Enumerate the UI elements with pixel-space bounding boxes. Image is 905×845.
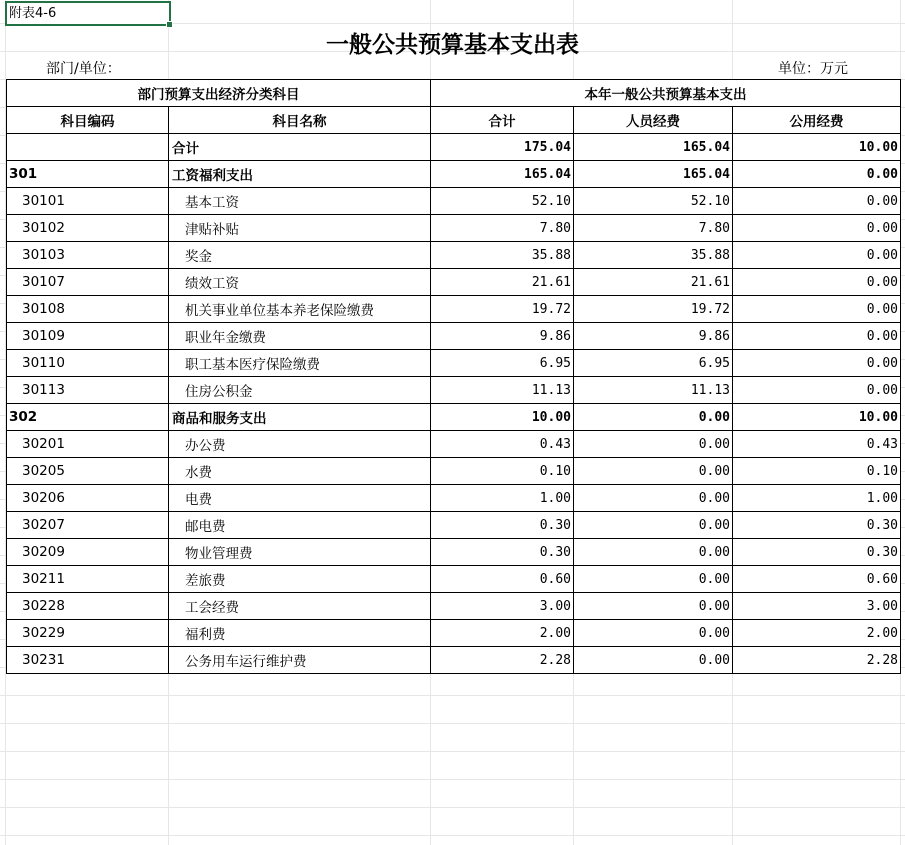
cell-name[interactable]: 商品和服务支出 bbox=[169, 404, 431, 431]
cell-public[interactable]: 0.00 bbox=[733, 377, 901, 404]
cell-personnel[interactable]: 0.00 bbox=[574, 647, 733, 674]
cell-personnel[interactable]: 52.10 bbox=[574, 188, 733, 215]
cell-total[interactable]: 0.10 bbox=[431, 458, 574, 485]
header-name[interactable]: 科目名称 bbox=[169, 107, 431, 134]
table-row bbox=[7, 188, 901, 215]
cell-name[interactable]: 邮电费 bbox=[169, 512, 431, 539]
header-total[interactable]: 合计 bbox=[431, 107, 574, 134]
cell-name[interactable]: 电费 bbox=[169, 485, 431, 512]
cell-name[interactable]: 奖金 bbox=[169, 242, 431, 269]
cell-personnel[interactable]: 6.95 bbox=[574, 350, 733, 377]
header-group-right[interactable]: 本年一般公共预算基本支出 bbox=[431, 80, 901, 107]
cell-code[interactable]: 30228 bbox=[7, 593, 169, 620]
cell-code[interactable] bbox=[7, 134, 169, 161]
cell-code[interactable]: 30102 bbox=[7, 215, 169, 242]
page-title: 一般公共预算基本支出表 bbox=[326, 31, 579, 58]
cell-code[interactable]: 30109 bbox=[7, 323, 169, 350]
gridline-h bbox=[0, 807, 905, 808]
cell-public[interactable]: 0.00 bbox=[733, 323, 901, 350]
cell-code[interactable]: 30107 bbox=[7, 269, 169, 296]
cell-total[interactable]: 165.04 bbox=[431, 161, 574, 188]
cell-public[interactable]: 0.00 bbox=[733, 296, 901, 323]
cell-code[interactable]: 30110 bbox=[7, 350, 169, 377]
cell-code[interactable]: 30205 bbox=[7, 458, 169, 485]
cell-total[interactable]: 0.30 bbox=[431, 512, 574, 539]
table-row bbox=[7, 377, 901, 404]
cell-name[interactable]: 水费 bbox=[169, 458, 431, 485]
table-row bbox=[7, 215, 901, 242]
cell-total[interactable]: 2.00 bbox=[431, 620, 574, 647]
cell-public[interactable]: 0.10 bbox=[733, 458, 901, 485]
cell-name[interactable]: 合计 bbox=[169, 134, 431, 161]
table-row bbox=[7, 620, 901, 647]
selected-cell[interactable] bbox=[5, 1, 171, 26]
cell-personnel[interactable]: 0.00 bbox=[574, 620, 733, 647]
cell-total[interactable]: 0.43 bbox=[431, 431, 574, 458]
cell-total[interactable]: 21.61 bbox=[431, 269, 574, 296]
cell-code[interactable]: 30209 bbox=[7, 539, 169, 566]
cell-name[interactable]: 工资福利支出 bbox=[169, 161, 431, 188]
cell-code[interactable]: 30229 bbox=[7, 620, 169, 647]
table-row bbox=[7, 323, 901, 350]
cell-personnel[interactable]: 0.00 bbox=[574, 485, 733, 512]
cell-code[interactable]: 30108 bbox=[7, 296, 169, 323]
cell-public[interactable]: 0.30 bbox=[733, 512, 901, 539]
table-row bbox=[7, 134, 901, 161]
cell-total[interactable]: 19.72 bbox=[431, 296, 574, 323]
cell-personnel[interactable]: 0.00 bbox=[574, 539, 733, 566]
unit-label: 单位：万元 bbox=[778, 61, 848, 77]
table-row bbox=[7, 431, 901, 458]
header-public[interactable]: 公用经费 bbox=[733, 107, 901, 134]
cell-name[interactable]: 绩效工资 bbox=[169, 269, 431, 296]
cell-public[interactable]: 3.00 bbox=[733, 593, 901, 620]
table-row bbox=[7, 350, 901, 377]
table-row bbox=[7, 485, 901, 512]
cell-public[interactable]: 10.00 bbox=[733, 134, 901, 161]
cell-personnel[interactable]: 165.04 bbox=[574, 134, 733, 161]
cell-name[interactable]: 津贴补贴 bbox=[169, 215, 431, 242]
table-row bbox=[7, 458, 901, 485]
cell-code[interactable]: 302 bbox=[7, 404, 169, 431]
cell-name[interactable]: 差旅费 bbox=[169, 566, 431, 593]
cell-public[interactable]: 0.43 bbox=[733, 431, 901, 458]
cell-code[interactable]: 30207 bbox=[7, 512, 169, 539]
cell-personnel[interactable]: 165.04 bbox=[574, 161, 733, 188]
cell-name[interactable]: 基本工资 bbox=[169, 188, 431, 215]
cell-name[interactable]: 公务用车运行维护费 bbox=[169, 647, 431, 674]
cell-code[interactable]: 30113 bbox=[7, 377, 169, 404]
cell-personnel[interactable]: 19.72 bbox=[574, 296, 733, 323]
cell-name[interactable]: 住房公积金 bbox=[169, 377, 431, 404]
cell-public[interactable]: 10.00 bbox=[733, 404, 901, 431]
cell-code[interactable]: 30101 bbox=[7, 188, 169, 215]
cell-code[interactable]: 301 bbox=[7, 161, 169, 188]
cell-total[interactable]: 3.00 bbox=[431, 593, 574, 620]
cell-code[interactable]: 30201 bbox=[7, 431, 169, 458]
cell-name[interactable]: 福利费 bbox=[169, 620, 431, 647]
dept-label: 部门/单位： bbox=[46, 61, 121, 77]
header-column-row bbox=[7, 107, 901, 134]
gridline-h bbox=[0, 695, 905, 696]
cell-total[interactable]: 7.80 bbox=[431, 215, 574, 242]
table-row bbox=[7, 539, 901, 566]
cell-code[interactable]: 30211 bbox=[7, 566, 169, 593]
cell-name[interactable]: 职工基本医疗保险缴费 bbox=[169, 350, 431, 377]
cell-personnel[interactable]: 0.00 bbox=[574, 512, 733, 539]
table-row bbox=[7, 512, 901, 539]
cell-personnel[interactable]: 0.00 bbox=[574, 431, 733, 458]
cell-public[interactable]: 0.00 bbox=[733, 242, 901, 269]
cell-public[interactable]: 0.00 bbox=[733, 350, 901, 377]
cell-total[interactable]: 52.10 bbox=[431, 188, 574, 215]
table-row bbox=[7, 566, 901, 593]
cell-personnel[interactable]: 35.88 bbox=[574, 242, 733, 269]
fill-handle[interactable] bbox=[166, 21, 173, 28]
cell-personnel[interactable]: 21.61 bbox=[574, 269, 733, 296]
header-group-left[interactable]: 部门预算支出经济分类科目 bbox=[7, 80, 431, 107]
cell-name[interactable]: 职业年金缴费 bbox=[169, 323, 431, 350]
cell-personnel[interactable]: 9.86 bbox=[574, 323, 733, 350]
cell-total[interactable]: 2.28 bbox=[431, 647, 574, 674]
cell-text: 附表4-6 bbox=[9, 6, 57, 21]
cell-personnel[interactable]: 0.00 bbox=[574, 404, 733, 431]
cell-name[interactable]: 机关事业单位基本养老保险缴费 bbox=[169, 296, 431, 323]
cell-personnel[interactable]: 0.00 bbox=[574, 593, 733, 620]
cell-code[interactable]: 30103 bbox=[7, 242, 169, 269]
table-row bbox=[7, 269, 901, 296]
cell-name[interactable]: 工会经费 bbox=[169, 593, 431, 620]
header-personnel[interactable]: 人员经费 bbox=[574, 107, 733, 134]
gridline-h bbox=[0, 835, 905, 836]
cell-total[interactable]: 175.04 bbox=[431, 134, 574, 161]
table-row bbox=[7, 647, 901, 674]
cell-code[interactable]: 30231 bbox=[7, 647, 169, 674]
table-row bbox=[7, 161, 901, 188]
cell-name[interactable]: 物业管理费 bbox=[169, 539, 431, 566]
cell-personnel[interactable]: 0.00 bbox=[574, 458, 733, 485]
cell-total[interactable]: 1.00 bbox=[431, 485, 574, 512]
budget-table bbox=[6, 79, 901, 674]
cell-personnel[interactable]: 11.13 bbox=[574, 377, 733, 404]
table-row bbox=[7, 296, 901, 323]
table-row bbox=[7, 242, 901, 269]
cell-total[interactable]: 11.13 bbox=[431, 377, 574, 404]
cell-total[interactable]: 35.88 bbox=[431, 242, 574, 269]
cell-public[interactable]: 1.00 bbox=[733, 485, 901, 512]
cell-total[interactable]: 0.30 bbox=[431, 539, 574, 566]
cell-public[interactable]: 0.00 bbox=[733, 188, 901, 215]
cell-total[interactable]: 10.00 bbox=[431, 404, 574, 431]
cell-personnel[interactable]: 7.80 bbox=[574, 215, 733, 242]
cell-personnel[interactable]: 0.00 bbox=[574, 566, 733, 593]
gridline-h bbox=[0, 723, 905, 724]
header-code[interactable]: 科目编码 bbox=[7, 107, 169, 134]
cell-name[interactable]: 办公费 bbox=[169, 431, 431, 458]
cell-public[interactable]: 2.00 bbox=[733, 620, 901, 647]
table-row bbox=[7, 593, 901, 620]
gridline-h bbox=[0, 751, 905, 752]
table-row bbox=[7, 404, 901, 431]
gridline-h bbox=[0, 779, 905, 780]
cell-public[interactable]: 0.00 bbox=[733, 161, 901, 188]
cell-total[interactable]: 6.95 bbox=[431, 350, 574, 377]
cell-public[interactable]: 0.60 bbox=[733, 566, 901, 593]
cell-total[interactable]: 9.86 bbox=[431, 323, 574, 350]
cell-public[interactable]: 2.28 bbox=[733, 647, 901, 674]
cell-public[interactable]: 0.00 bbox=[733, 269, 901, 296]
cell-total[interactable]: 0.60 bbox=[431, 566, 574, 593]
cell-public[interactable]: 0.00 bbox=[733, 215, 901, 242]
cell-public[interactable]: 0.30 bbox=[733, 539, 901, 566]
header-group-row bbox=[7, 80, 901, 107]
cell-code[interactable]: 30206 bbox=[7, 485, 169, 512]
